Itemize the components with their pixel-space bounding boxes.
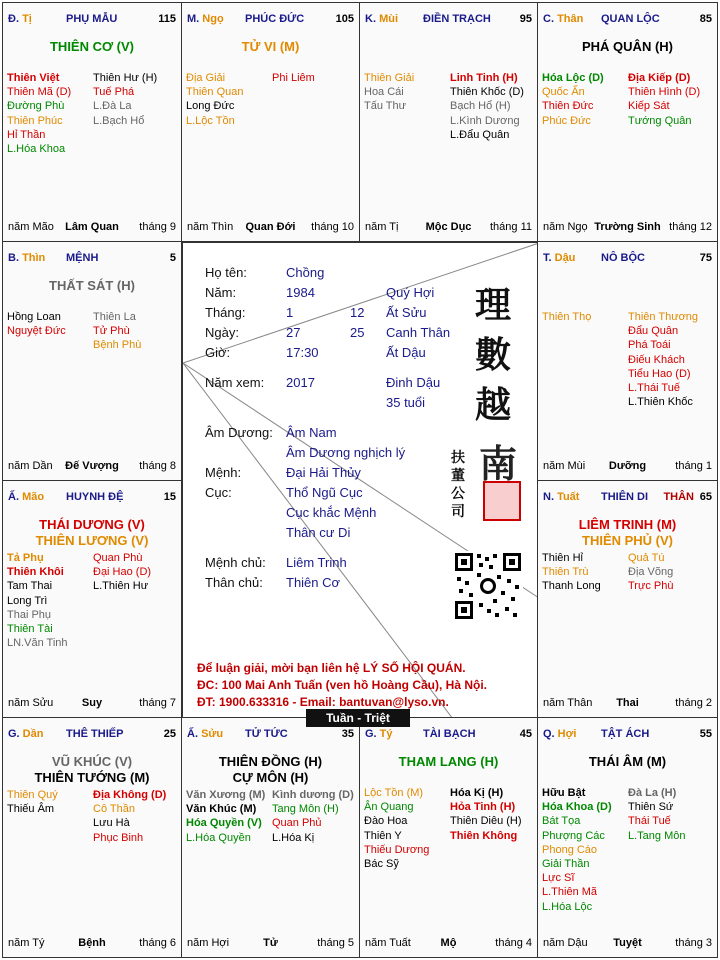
palace-year: năm Dậu (543, 937, 588, 949)
minor-star: Thiên Không (450, 829, 518, 842)
main-star: THIÊN CƠ (V) (49, 39, 135, 54)
minor-star: Điếu Khách (628, 353, 685, 366)
minor-stars-right (93, 788, 166, 845)
year-label: Năm: (205, 285, 237, 300)
palace-month: tháng 11 (489, 221, 532, 233)
minor-stars-left (7, 788, 58, 816)
palace-month: tháng 2 (675, 697, 712, 709)
palace-month: tháng 12 (669, 221, 712, 233)
palace-header (365, 13, 532, 27)
minor-star: Đào Hoa (364, 815, 408, 828)
palace-age-number: 5 (169, 252, 176, 264)
palace-suu (181, 717, 360, 958)
palace-mao (2, 480, 182, 718)
minor-star: Tướng Quân (628, 114, 692, 127)
palace-header (187, 728, 354, 742)
day-can: Canh Thân (386, 325, 451, 340)
view-year-label: Năm xem: (205, 375, 265, 390)
amduong-label: Âm Dương: (205, 425, 273, 440)
palace-footer (187, 937, 354, 951)
minor-star: Thiếu Dương (364, 843, 430, 856)
name-label: Họ tên: (205, 265, 247, 280)
callig-char-2: 數 (475, 334, 512, 376)
qr-code[interactable] (453, 551, 523, 621)
minor-stars-right (628, 551, 673, 594)
palace-dau (537, 241, 718, 481)
palace-branch: M. Ngọ (187, 13, 224, 25)
palace-than (537, 2, 718, 242)
palace-footer (543, 460, 712, 474)
minor-star: Đà La (H) (628, 787, 677, 799)
palace-ti (2, 2, 182, 242)
than-marker: THÂN (663, 491, 694, 503)
minor-star: Thiên Mã (D) (7, 86, 72, 99)
palace-header (8, 491, 176, 505)
minor-star: Hóa Quyền (V) (186, 817, 262, 830)
minor-star: Phục Binh (93, 831, 144, 844)
minor-star: Long Đức (186, 100, 235, 113)
minor-stars-right (450, 786, 522, 843)
minor-star: Long Trì (7, 594, 48, 607)
palace-footer (365, 937, 532, 951)
minor-star: Ân Quang (364, 801, 414, 814)
palace-branch: B. Thìn (8, 252, 46, 264)
palace-age-number: 115 (158, 13, 176, 25)
palace-year: năm Tị (365, 221, 399, 233)
cuc-note: Cục khắc Mệnh (286, 505, 377, 520)
minor-star: Kình dương (D) (272, 789, 354, 801)
minor-star: Thiên Khốc (D) (450, 86, 524, 99)
palace-month: tháng 4 (495, 937, 532, 949)
palace-header (543, 13, 712, 27)
palace-year: năm Mão (8, 221, 54, 233)
palace-footer (187, 221, 354, 235)
palace-thin (2, 241, 182, 481)
minor-star: L.Thiên Khốc (628, 396, 693, 409)
menh-chu-value: Liêm Trinh (286, 555, 347, 570)
minor-stars-left (542, 71, 604, 128)
palace-stage: Bệnh (78, 937, 106, 949)
palace-stage: Suy (81, 697, 103, 709)
palace-month: tháng 7 (139, 697, 176, 709)
minor-star: Thiên Phúc (7, 114, 63, 127)
menh-chu-label: Mệnh chủ: (205, 555, 266, 570)
than-chu-value: Thiên Cơ (286, 575, 341, 590)
minor-star: Tả Phụ (7, 552, 44, 564)
palace-branch: Ấ. Mão (8, 491, 45, 503)
palace-branch: Đ. Tị (8, 13, 32, 25)
minor-stars-left (186, 71, 243, 128)
palace-name: PHÚC ĐỨC (245, 13, 305, 25)
minor-star: Đường Phù (7, 100, 65, 113)
minor-star: Địa Kiếp (D) (628, 72, 691, 84)
cuc-value: Thổ Ngũ Cục (286, 485, 363, 500)
palace-header (8, 728, 176, 742)
minor-star: Hỉ Thần (7, 128, 46, 141)
minor-star: Linh Tinh (H) (450, 72, 518, 84)
main-star: THÁI DƯƠNG (V) (39, 517, 145, 532)
minor-star: Thiên Hình (D) (628, 86, 701, 99)
palace-branch: K. Mùi (365, 13, 399, 25)
palace-header (8, 13, 176, 27)
palace-age-number: 65 (699, 491, 712, 503)
minor-star: Thiên Tài (7, 623, 53, 636)
minor-star: Tam Thai (7, 580, 53, 593)
age-value: 35 tuổi (386, 395, 426, 410)
red-seal-stamp (483, 481, 521, 521)
minor-star: L.Thiên Mã (542, 886, 598, 899)
view-year-value: 2017 (286, 375, 315, 390)
palace-year: năm Sửu (8, 697, 54, 709)
month-lunar: 12 (350, 305, 365, 320)
menh-label: Mệnh: (205, 465, 242, 480)
minor-star: Hóa Lộc (D) (542, 72, 604, 84)
footer-contact: ĐT: 1900.633316 - Email: bantuvan@lyso.vn. (197, 695, 449, 709)
month-solar: 1 (286, 305, 294, 320)
minor-star: Trực Phù (628, 580, 674, 593)
palace-stage: Mộ (440, 937, 457, 949)
palace-name: NÔ BỘC (601, 252, 645, 264)
minor-star: Phượng Các (542, 829, 605, 842)
minor-stars-left (542, 551, 601, 594)
minor-star: Quan Phù (93, 552, 143, 564)
palace-month: tháng 8 (139, 460, 176, 472)
cuc-label: Cục: (205, 485, 232, 500)
minor-star: Địa Không (D) (93, 789, 167, 801)
minor-star: Bát Tọa (542, 815, 581, 828)
minor-star: L.Kình Dương (450, 114, 520, 127)
palace-stage: Đế Vượng (65, 460, 119, 472)
palace-name: TÀI BẠCH (423, 728, 476, 740)
than-chu-label: Thân chủ: (205, 575, 263, 590)
main-star: THIÊN TƯỚNG (M) (34, 770, 150, 785)
minor-star: Phúc Đức (542, 114, 591, 127)
palace-footer (8, 937, 176, 951)
main-star: THIÊN ĐỒNG (H) (218, 754, 323, 769)
minor-star: Thiên Hỉ (542, 552, 583, 564)
minor-star: Thiên Giải (364, 72, 415, 84)
palace-age-number: 25 (163, 728, 176, 740)
minor-star: Thiên Việt (7, 72, 60, 84)
minor-star: Quả Tú (628, 552, 665, 564)
minor-star: Đẩu Quân (628, 325, 679, 338)
palace-header (365, 728, 532, 742)
palace-age-number: 15 (163, 491, 176, 503)
palace-branch: C. Thân (543, 13, 584, 25)
hour-value: 17:30 (286, 345, 319, 360)
palace-year: năm Thìn (187, 221, 234, 233)
minor-star: Hồng Loan (7, 311, 61, 323)
palace-stage: Tử (263, 937, 278, 949)
palace-name: PHỤ MẪU (66, 13, 118, 25)
minor-star: Bác Sỹ (364, 858, 399, 871)
minor-star: Tang Môn (H) (272, 803, 339, 816)
palace-tuat (537, 480, 718, 718)
palace-month: tháng 10 (311, 221, 354, 233)
minor-star: Lực Sĩ (542, 872, 575, 885)
minor-star: Thiên Quan (186, 86, 244, 99)
palace-footer (8, 221, 176, 235)
minor-star: Thiên Hư (H) (93, 72, 158, 84)
minor-star: Văn Xương (M) (186, 789, 266, 801)
palace-month: tháng 1 (675, 460, 712, 472)
palace-age-number: 95 (519, 13, 532, 25)
palace-age-number: 55 (699, 728, 712, 740)
palace-year: năm Thân (543, 697, 593, 709)
than-cu-note: Thân cư Di (286, 525, 351, 540)
callig-side-1: 扶 (451, 450, 465, 466)
main-star: THAM LANG (H) (398, 754, 499, 769)
minor-star: Phong Cáo (542, 843, 598, 856)
minor-star: Thai Phụ (7, 608, 52, 621)
palace-stage: Quan Đới (245, 221, 296, 233)
minor-star: Thiếu Âm (7, 803, 55, 816)
minor-star: Hóa Kị (H) (450, 787, 504, 799)
palace-footer (365, 221, 532, 235)
minor-star: Hóa Khoa (D) (542, 801, 612, 814)
minor-star: Hữu Bật (542, 787, 586, 799)
palace-footer (543, 937, 712, 951)
minor-star: L.Thiên Hư (93, 580, 149, 593)
callig-char-1: 理 (475, 284, 512, 326)
main-star: THẤT SÁT (H) (49, 278, 135, 293)
minor-star: Quốc Ấn (542, 86, 585, 99)
minor-star: Đại Hao (D) (93, 566, 152, 579)
main-star: THIÊN PHỦ (V) (582, 533, 673, 548)
minor-star: Quan Phủ (272, 817, 322, 830)
minor-star: Thiên Khôi (7, 566, 64, 579)
palace-year: năm Tý (8, 937, 45, 949)
palace-branch: T. Dậu (543, 252, 576, 264)
palace-branch: Q. Hợi (543, 728, 577, 740)
minor-star: Hỏa Tinh (H) (450, 801, 516, 814)
callig-char-4: 南 (479, 441, 518, 486)
amduong-value: Âm Nam (286, 425, 337, 440)
palace-header (8, 252, 176, 266)
day-lunar: 25 (350, 325, 365, 340)
palace-stage: Mộc Dục (425, 221, 472, 233)
palace-name: QUAN LỘC (601, 13, 660, 25)
minor-star: Thiên Thương (628, 311, 699, 323)
main-star: TỬ VI (M) (241, 39, 300, 54)
palace-footer (543, 697, 712, 711)
minor-star: Kiếp Sát (628, 100, 670, 113)
menh-value: Đại Hải Thủy (286, 465, 361, 480)
hour-can: Ất Dậu (386, 345, 426, 360)
minor-star: Địa Võng (628, 566, 674, 579)
minor-stars-left (7, 310, 66, 338)
palace-header (543, 252, 712, 266)
palace-name: THÊ THIẾP (66, 728, 124, 740)
minor-star: Lộc Tồn (M) (364, 787, 424, 799)
minor-star: Giải Thần (542, 858, 590, 871)
year-value: 1984 (286, 285, 315, 300)
palace-month: tháng 9 (139, 221, 176, 233)
minor-star: L.Bạch Hổ (93, 114, 145, 127)
palace-ngo (181, 2, 360, 242)
palace-year: năm Tuất (365, 937, 411, 949)
minor-star: LN.Văn Tinh (7, 637, 68, 650)
day-label: Ngày: (205, 325, 239, 340)
minor-star: Tử Phù (93, 325, 130, 338)
minor-star: Thiên Đức (542, 100, 594, 113)
palace-mui (359, 2, 538, 242)
palace-hoi (537, 717, 718, 958)
callig-side-4: 司 (451, 504, 465, 520)
minor-star: Tuế Phá (93, 86, 135, 99)
palace-branch: Ấ. Sửu (187, 728, 224, 740)
palace-year: năm Mùi (543, 460, 586, 472)
minor-stars-left (7, 71, 71, 156)
footer-line-1: Để luận giải, mời bạn liên hệ LÝ SỐ HỘI QUÁN. (197, 661, 466, 675)
month-label: Tháng: (205, 305, 246, 320)
minor-star: L.Thái Tuế (628, 382, 680, 395)
palace-age-number: 45 (519, 728, 532, 740)
minor-star: Lưu Hà (93, 817, 130, 830)
palace-name: HUYNH ĐỆ (66, 491, 124, 503)
callig-side-3: 公 (451, 486, 465, 502)
minor-star: Thiên Quý (7, 789, 58, 801)
minor-star: Thiên La (93, 311, 136, 323)
minor-stars-left (364, 71, 414, 114)
minor-star: Thái Tuế (628, 815, 671, 828)
minor-star: Tấu Thư (364, 100, 407, 113)
main-star: LIÊM TRINH (M) (578, 517, 677, 532)
minor-star: Phi Liêm (272, 72, 315, 84)
palace-name: MỆNH (66, 252, 99, 264)
palace-stage: Trường Sinh (594, 221, 661, 233)
minor-star: Phá Toái (628, 339, 671, 352)
minor-star: Thiên Diêu (H) (450, 815, 522, 828)
minor-star: Văn Khúc (M) (186, 803, 257, 816)
minor-star: Thiên Sứ (628, 801, 674, 814)
minor-star: L.Hóa Quyền (186, 831, 251, 844)
palace-branch: G. Tý (365, 728, 393, 740)
palace-dan (2, 717, 182, 958)
palace-stage: Lâm Quan (65, 221, 119, 233)
minor-star: Nguyệt Đức (7, 325, 66, 338)
palace-age-number: 35 (341, 728, 354, 740)
minor-star: L.Đà La (93, 100, 132, 113)
palace-stage: Thai (616, 697, 639, 709)
palace-header (187, 13, 354, 27)
minor-stars-left (364, 786, 429, 871)
center-info-panel (182, 242, 538, 718)
main-star: CỰ MÔN (H) (232, 770, 309, 785)
minor-stars-left (186, 788, 265, 845)
tuan-triet-label: Tuần - Triệt (306, 709, 410, 727)
palace-stage: Dưỡng (608, 460, 647, 472)
minor-stars-right (628, 71, 700, 128)
minor-star: Thiên Trù (542, 566, 589, 579)
footer-address: ĐC: 100 Mai Anh Tuấn (ven hồ Hoàng Cầu), Hà Nội. (197, 678, 488, 692)
minor-stars-right (272, 788, 354, 845)
main-star: PHÁ QUÂN (H) (582, 39, 673, 54)
main-star: VŨ KHÚC (V) (51, 754, 133, 769)
hour-label: Giờ: (205, 345, 231, 360)
palace-name: TẬT ÁCH (601, 728, 650, 740)
callig-side-2: 董 (451, 468, 465, 484)
palace-name: TỬ TỨC (245, 728, 288, 740)
palace-month: tháng 3 (675, 937, 712, 949)
main-star: THÁI ÂM (M) (588, 754, 667, 769)
name-value: Chồng (286, 265, 325, 280)
minor-star: L.Hóa Kị (272, 831, 315, 844)
minor-star: Thiên Y (364, 829, 402, 842)
minor-stars-left (7, 551, 68, 650)
minor-stars-right (93, 310, 141, 353)
palace-footer (543, 221, 712, 235)
minor-star: L.Hóa Lộc (542, 900, 593, 913)
palace-month: tháng 5 (317, 937, 354, 949)
day-solar: 27 (286, 325, 301, 340)
palace-branch: G. Dần (8, 728, 44, 740)
palace-age-number: 85 (699, 13, 712, 25)
minor-star: Hoa Cái (364, 86, 404, 99)
minor-star: Thanh Long (542, 580, 601, 593)
palace-header (543, 491, 712, 505)
palace-year: năm Ngọ (543, 221, 588, 233)
minor-star: L.Tang Môn (628, 829, 686, 842)
minor-star: Cô Thần (93, 803, 135, 816)
palace-name: THIÊN DI (601, 491, 649, 503)
palace-age-number: 75 (699, 252, 712, 264)
palace-branch: N. Tuất (543, 491, 580, 503)
callig-char-3: 越 (475, 384, 512, 426)
palace-footer (8, 460, 176, 474)
minor-stars-right (628, 310, 698, 409)
minor-star: Địa Giải (186, 72, 226, 84)
palace-stage: Tuyệt (613, 937, 642, 949)
minor-stars-right (450, 71, 524, 142)
view-year-can: Đinh Dậu (386, 375, 441, 390)
minor-star: Bệnh Phù (93, 339, 142, 352)
minor-star: Thiên Thọ (542, 311, 592, 323)
minor-stars-left (542, 310, 591, 324)
palace-year: năm Hợi (187, 937, 230, 949)
palace-footer (8, 697, 176, 711)
minor-star: L.Đẩu Quân (450, 128, 510, 141)
minor-stars-right (628, 786, 685, 843)
minor-stars-right (272, 71, 315, 85)
tuvi-chart-board (2, 2, 718, 958)
palace-year: năm Dần (8, 460, 53, 472)
palace-name: ĐIỀN TRẠCH (423, 13, 491, 25)
palace-age-number: 105 (335, 13, 354, 25)
palace-header (543, 728, 712, 742)
minor-stars-right (93, 71, 157, 128)
minor-star: L.Lộc Tồn (186, 114, 235, 127)
minor-star: L.Hóa Khoa (7, 143, 66, 156)
amduong-note: Âm Dương nghịch lý (286, 445, 406, 460)
main-star: THIÊN LƯƠNG (V) (35, 533, 149, 548)
minor-stars-right (93, 551, 151, 594)
minor-star: Bạch Hổ (H) (450, 100, 511, 113)
year-can: Quý Hợi (386, 285, 435, 300)
month-can: Ất Sửu (386, 305, 427, 320)
minor-stars-left (542, 786, 612, 914)
minor-star: Tiểu Hao (D) (628, 367, 691, 380)
palace-ty (359, 717, 538, 958)
palace-month: tháng 6 (139, 937, 176, 949)
